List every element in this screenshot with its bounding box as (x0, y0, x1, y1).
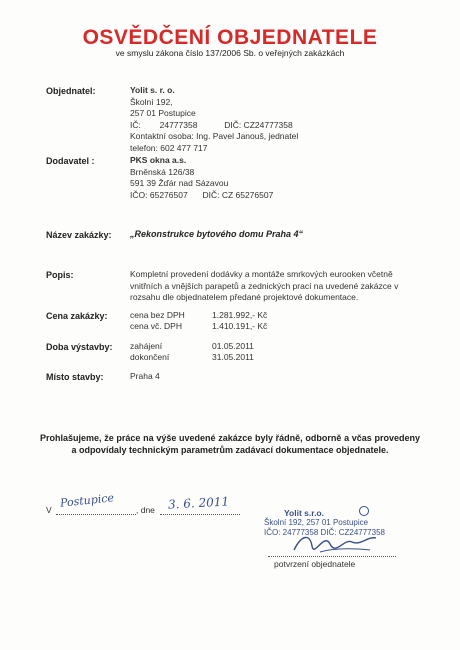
stamp-name: Yolit s.r.o. (284, 508, 324, 518)
dodavatel-dic-value: CZ 65276507 (221, 189, 274, 200)
doba-label: Doba výstavby: (46, 342, 113, 352)
confirm-label: potvrzení objednatele (274, 559, 356, 569)
ic-value: 24777358 (159, 119, 198, 130)
objednatel-ids (130, 120, 298, 132)
sign-date-label: , dne (136, 505, 155, 515)
dodavatel-city: 591 39 Žďár nad Sázavou (130, 178, 229, 188)
document-title: OSVĚDČENÍ OBJEDNATELE (82, 26, 378, 49)
cena-label: Cena zakázky: (46, 311, 108, 321)
doba-end: 31.05.2011 (212, 352, 254, 362)
objednatel-street: Školní 192, (130, 96, 173, 107)
ico-label: IČO: (130, 189, 148, 200)
objednatel-city: 257 01 Postupice (130, 108, 196, 118)
dic-value: CZ24777358 (243, 119, 293, 130)
objednatel-contact: Kontaktní osoba: Ing. Pavel Janouš, jednatel (130, 131, 299, 141)
stamp-circle-icon (359, 506, 369, 516)
ic-label: IČ: (130, 119, 141, 130)
signature-scribble-icon (290, 528, 380, 556)
zakazka-name: „Rekonstrukce bytového domu Praha 4“ (130, 229, 304, 239)
objednatel-name: Yolit s. r. o. (130, 85, 175, 95)
dodavatel-name: PKS okna a.s. (130, 155, 187, 165)
misto-value: Praha 4 (130, 371, 160, 381)
date-dotted-line (160, 514, 240, 515)
stamp-ids: IČO: 24777358 DIČ: CZ24777358 (264, 528, 385, 537)
sign-place-label: V (46, 505, 52, 515)
document-subtitle: ve smyslu zákona číslo 137/2006 Sb. o veřejných zakázkách (115, 48, 345, 58)
doba-start-label: zahájení (130, 341, 163, 351)
cena-bez-value: 1.281.992,- Kč (212, 310, 268, 320)
popis-label: Popis: (46, 270, 74, 280)
handwritten-place: Postupice (59, 491, 115, 510)
dodavatel-block (130, 155, 273, 201)
objednatel-label: Objednatel: (46, 86, 96, 96)
dodavatel-label: Dodavatel : (46, 156, 95, 166)
dic-label: DIČ: (224, 119, 242, 130)
cena-bez-label: cena bez DPH (130, 310, 185, 320)
zakazka-label: Název zakázky: (46, 230, 112, 240)
dodavatel-ids (130, 190, 273, 202)
doba-start: 01.05.2011 (212, 341, 254, 351)
confirm-dotted-line (268, 556, 396, 557)
stamp-address: Školní 192, 257 01 Postupice (264, 518, 369, 527)
cena-vc-label: cena vč. DPH (130, 321, 182, 331)
ico-value: 65276507 (149, 189, 188, 200)
popis-text: Kompletní provedení dodávky a montáže smrkových eurooken včetně vnitřních a vnějších parapetů a zednických prací na uvedené zakázce v rozsahu dle objednatelem předané projektové dokumentace. (130, 269, 399, 302)
objednatel-phone: telefon: 602 477 717 (130, 142, 208, 153)
misto-label: Místo stavby: (46, 372, 104, 382)
handwritten-date: 3. 6. 2011 (167, 494, 230, 512)
objednatel-block (130, 85, 298, 154)
declaration-text: Prohlašujeme, že práce na výše uvedené zakázce byly řádně, odborně a včas provedeny a odpovídaly technickým parametrům zadávací dokumentace objednatele. (40, 433, 420, 455)
dodavatel-street: Brněnská 126/38 (130, 166, 195, 177)
doba-end-label: dokončení (130, 352, 170, 362)
dodavatel-dic-label: DIČ: (202, 189, 220, 200)
cena-vc-value: 1.410.191,- Kč (212, 321, 268, 331)
place-dotted-line (56, 514, 136, 515)
